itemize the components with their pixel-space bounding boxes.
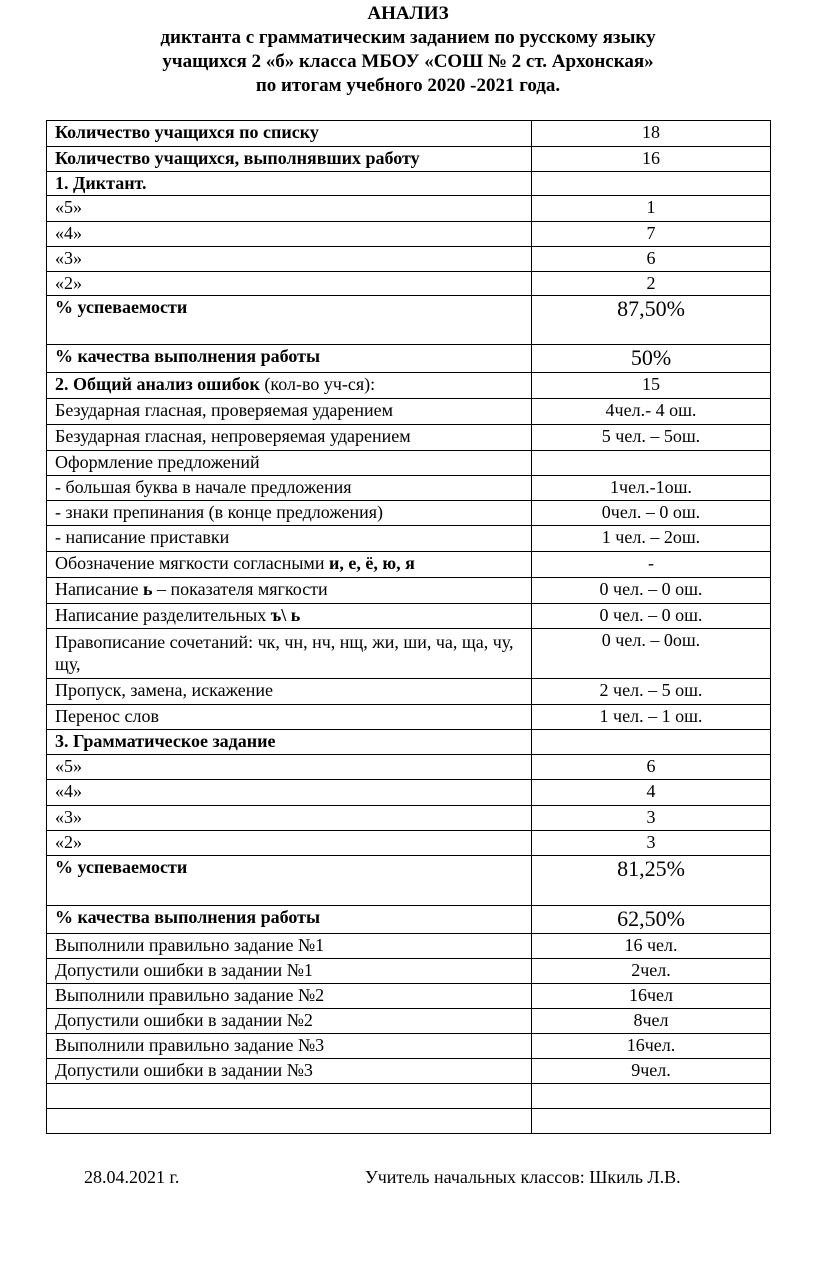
table-row bbox=[47, 959, 771, 984]
row-label: Количество учащихся, выполнявших работу bbox=[47, 147, 532, 172]
row-label: Правописание сочетаний: чк, чн, нч, нщ, жи, ши, ча, ща, чу, щу, bbox=[47, 629, 532, 679]
empty-cell bbox=[47, 1109, 532, 1134]
row-label: % качества выполнения работы bbox=[47, 345, 532, 373]
report-date: 28.04.2021 г. bbox=[84, 1167, 180, 1187]
row-label: Выполнили правильно задание №2 bbox=[47, 984, 532, 1009]
section-heading-bold: 2. Общий анализ ошибок bbox=[55, 374, 260, 394]
table-row bbox=[47, 501, 771, 526]
row-value: 6 bbox=[532, 247, 771, 272]
teacher-signature: Учитель начальных классов: Шкиль Л.В. bbox=[365, 1167, 681, 1187]
table-row bbox=[47, 247, 771, 272]
row-label: Пропуск, замена, искажение bbox=[47, 679, 532, 705]
table-row bbox=[47, 856, 771, 906]
row-value: 16чел. bbox=[532, 1034, 771, 1059]
row-value: 5 чел. – 5ош. bbox=[532, 425, 771, 451]
row-label: - большая буква в начале предложения bbox=[47, 476, 532, 501]
row-label: «3» bbox=[47, 247, 532, 272]
row-value: 0 чел. – 0 ош. bbox=[532, 604, 771, 629]
table-row bbox=[47, 121, 771, 147]
section-header-row bbox=[47, 172, 771, 196]
row-value: 16 bbox=[532, 147, 771, 172]
table-row bbox=[47, 222, 771, 247]
row-value: 2 bbox=[532, 272, 771, 296]
row-value: 0 чел. – 0 ош. bbox=[532, 578, 771, 604]
row-label: Допустили ошибки в задании №1 bbox=[47, 959, 532, 984]
row-label: - знаки препинания (в конце предложения) bbox=[47, 501, 532, 526]
empty-cell bbox=[47, 1084, 532, 1109]
row-label: «2» bbox=[47, 831, 532, 856]
table-row bbox=[47, 984, 771, 1009]
section-heading: 3. Грамматическое задание bbox=[47, 730, 532, 755]
table-row bbox=[47, 451, 771, 476]
row-label: Безударная гласная, проверяемая ударением bbox=[47, 399, 532, 425]
table-row bbox=[47, 1009, 771, 1034]
row-value bbox=[532, 730, 771, 755]
table-row bbox=[47, 1059, 771, 1084]
table-row bbox=[47, 629, 771, 679]
row-label: Перенос слов bbox=[47, 705, 532, 730]
section-heading-extra: (кол-во уч-ся): bbox=[259, 374, 376, 394]
row-value: 1 чел. – 2ош. bbox=[532, 526, 771, 552]
row-label-letters: ь bbox=[142, 579, 153, 599]
row-value: 6 bbox=[532, 755, 771, 780]
table-row bbox=[47, 147, 771, 172]
row-value: 18 bbox=[532, 121, 771, 147]
table-row bbox=[47, 552, 771, 578]
row-value bbox=[532, 451, 771, 476]
row-label: «4» bbox=[47, 222, 532, 247]
row-label: «4» bbox=[47, 780, 532, 806]
table-row bbox=[47, 705, 771, 730]
row-label: «5» bbox=[47, 755, 532, 780]
row-value: 9чел. bbox=[532, 1059, 771, 1084]
row-label-text: Написание bbox=[55, 579, 143, 599]
table-row bbox=[47, 604, 771, 629]
row-value: 3 bbox=[532, 806, 771, 831]
row-value: 2 чел. – 5 ош. bbox=[532, 679, 771, 705]
section-heading: 1. Диктант. bbox=[47, 172, 532, 196]
row-label-text: Обозначение мягкости согласными bbox=[55, 553, 329, 573]
row-label: «2» bbox=[47, 272, 532, 296]
row-label: % успеваемости bbox=[47, 856, 532, 906]
row-label: «3» bbox=[47, 806, 532, 831]
row-label: Количество учащихся по списку bbox=[47, 121, 532, 147]
row-label: % успеваемости bbox=[47, 296, 532, 345]
table-row bbox=[47, 831, 771, 856]
row-value: 3 bbox=[532, 831, 771, 856]
row-value: 16чел bbox=[532, 984, 771, 1009]
table-row bbox=[47, 755, 771, 780]
document-class-line: учащихся 2 «б» класса МБОУ «СОШ № 2 ст. Архонская» bbox=[162, 51, 654, 72]
table-row bbox=[47, 679, 771, 705]
row-value: 4чел.- 4 ош. bbox=[532, 399, 771, 425]
document-subtitle: диктанта с грамматическим заданием по русскому языку bbox=[160, 27, 656, 48]
row-value: - bbox=[532, 552, 771, 578]
row-label: Оформление предложений bbox=[47, 451, 532, 476]
section-header-row bbox=[47, 730, 771, 755]
row-label-text: Написание разделительных bbox=[55, 605, 271, 625]
row-label: % качества выполнения работы bbox=[47, 906, 532, 934]
row-label bbox=[47, 578, 532, 604]
row-value: 87,50% bbox=[532, 296, 771, 345]
table-row bbox=[47, 345, 771, 373]
row-label: Допустили ошибки в задании №3 bbox=[47, 1059, 532, 1084]
row-value: 0 чел. – 0ош. bbox=[532, 629, 771, 679]
row-value: 1 bbox=[532, 196, 771, 222]
empty-row bbox=[47, 1084, 771, 1109]
document-title: АНАЛИЗ bbox=[367, 3, 449, 24]
row-label: - написание приставки bbox=[47, 526, 532, 552]
table-row bbox=[47, 476, 771, 501]
section-heading bbox=[47, 373, 532, 399]
row-label: Выполнили правильно задание №1 bbox=[47, 934, 532, 959]
empty-row bbox=[47, 1109, 771, 1134]
table-row bbox=[47, 399, 771, 425]
row-value: 4 bbox=[532, 780, 771, 806]
analysis-table bbox=[46, 120, 771, 1134]
row-label: «5» bbox=[47, 196, 532, 222]
row-value: 7 bbox=[532, 222, 771, 247]
row-label bbox=[47, 552, 532, 578]
row-label-tail: – показателя мягкости bbox=[152, 579, 328, 599]
row-value: 81,25% bbox=[532, 856, 771, 906]
table-row bbox=[47, 780, 771, 806]
row-value: 8чел bbox=[532, 1009, 771, 1034]
row-value: 1чел.-1ош. bbox=[532, 476, 771, 501]
table-row bbox=[47, 272, 771, 296]
table-row bbox=[47, 425, 771, 451]
row-label bbox=[47, 604, 532, 629]
table-row bbox=[47, 1034, 771, 1059]
row-label: Допустили ошибки в задании №2 bbox=[47, 1009, 532, 1034]
table-row bbox=[47, 296, 771, 345]
table-row bbox=[47, 578, 771, 604]
table-row bbox=[47, 806, 771, 831]
row-value: 16 чел. bbox=[532, 934, 771, 959]
table-row bbox=[47, 196, 771, 222]
row-value bbox=[532, 172, 771, 196]
row-label: Выполнили правильно задание №3 bbox=[47, 1034, 532, 1059]
row-value: 0чел. – 0 ош. bbox=[532, 501, 771, 526]
row-value: 1 чел. – 1 ош. bbox=[532, 705, 771, 730]
empty-cell bbox=[532, 1084, 771, 1109]
row-value: 2чел. bbox=[532, 959, 771, 984]
document-year-line: по итогам учебного 2020 -2021 года. bbox=[255, 75, 561, 96]
section-header-row bbox=[47, 373, 771, 399]
row-label-letters: ъ\ ь bbox=[270, 605, 301, 625]
row-value: 50% bbox=[532, 345, 771, 373]
empty-cell bbox=[532, 1109, 771, 1134]
row-label: Безударная гласная, непроверяемая ударением bbox=[47, 425, 532, 451]
row-label-letters: и, е, ё, ю, я bbox=[328, 553, 415, 573]
row-value: 15 bbox=[532, 373, 771, 399]
row-value: 62,50% bbox=[532, 906, 771, 934]
table-row bbox=[47, 934, 771, 959]
table-row bbox=[47, 906, 771, 934]
table-row bbox=[47, 526, 771, 552]
